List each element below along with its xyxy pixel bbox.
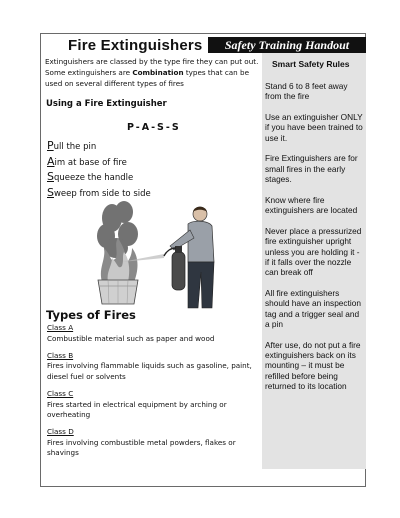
pass-step-sweep [47,185,151,201]
sidebar-title: Smart Safety Rules [272,59,350,69]
safety-rule: Fire Extinguishers are for small fires in the early stages. [265,153,358,185]
pass-step-text: im at base of fire [54,157,127,168]
safety-rule: Never place a pressurized fire extinguisher upright unless you are holding it - if it falls over the nozzle can break off [265,225,362,278]
class-name: Class A [47,323,74,332]
class-description: Fires started in electrical equipment by arching or overheating [47,399,227,420]
class-name: Class B [47,350,74,360]
class-description: Fires involving combustible metal powders, flakes or shavings [47,437,236,458]
intro-bold-term: Combination [132,68,184,77]
pass-step-pull [47,138,151,154]
intro-paragraph [45,56,259,89]
fire-class-a [47,323,261,344]
fire-classes-list [47,323,261,466]
pass-step-text: queeze the handle [53,173,134,183]
trash-can-icon [98,280,138,304]
intro-text-end: types that can be used on several different types of fires [45,68,249,88]
pass-step-aim [47,154,151,170]
class-description: Fires involving flammable liquids such as gasoline, paint, diesel fuel or solvents [47,361,252,381]
safety-rule: Stand 6 to 8 feet away from the fire [265,81,348,102]
class-description: Combustible material such as paper and wood [47,333,215,343]
pass-step-text: weep from side to side [53,188,151,199]
pass-step-initial: S [47,170,54,183]
pass-step-text: ull the pin [53,142,97,152]
pass-step-squeeze [47,169,151,185]
pass-step-initial: P [47,139,54,152]
class-name: Class C [47,388,74,398]
pass-step-initial: S [47,185,54,199]
class-name: Class D [47,427,74,437]
fire-class-b [47,351,261,383]
intro-text-start: Extinguishers are classed by the type fire they can put out. Some extinguishers are [45,57,259,77]
pass-steps-list [47,138,151,200]
pass-step-initial: A [47,154,55,168]
person-using-fire-extinguisher-illustration [88,200,223,310]
fire-class-c [47,389,261,421]
safety-rule: Know where fire extinguishers are located [265,194,358,216]
handout-subtitle-banner: Safety Training Handout [208,37,366,53]
fire-extinguisher-icon [164,246,185,290]
fire-class-d [47,427,261,459]
safety-rule: All fire extinguishers should have an inspection tag and a trigger seal and a pin [265,287,361,329]
types-of-fires-heading: Types of Fires [46,308,136,322]
safety-rule: Use an extinguisher ONLY if you have been trained to use it. [265,112,363,143]
safety-rule: After use, do not put a fire extinguishers back on its mounting – it must be refilled before being returned to its location [265,339,361,391]
safety-rules-list [265,81,365,402]
pass-acronym: P-A-S-S [127,122,181,133]
page-title: Fire Extinguishers [68,37,203,54]
using-extinguisher-heading: Using a Fire Extinguisher [46,99,167,109]
